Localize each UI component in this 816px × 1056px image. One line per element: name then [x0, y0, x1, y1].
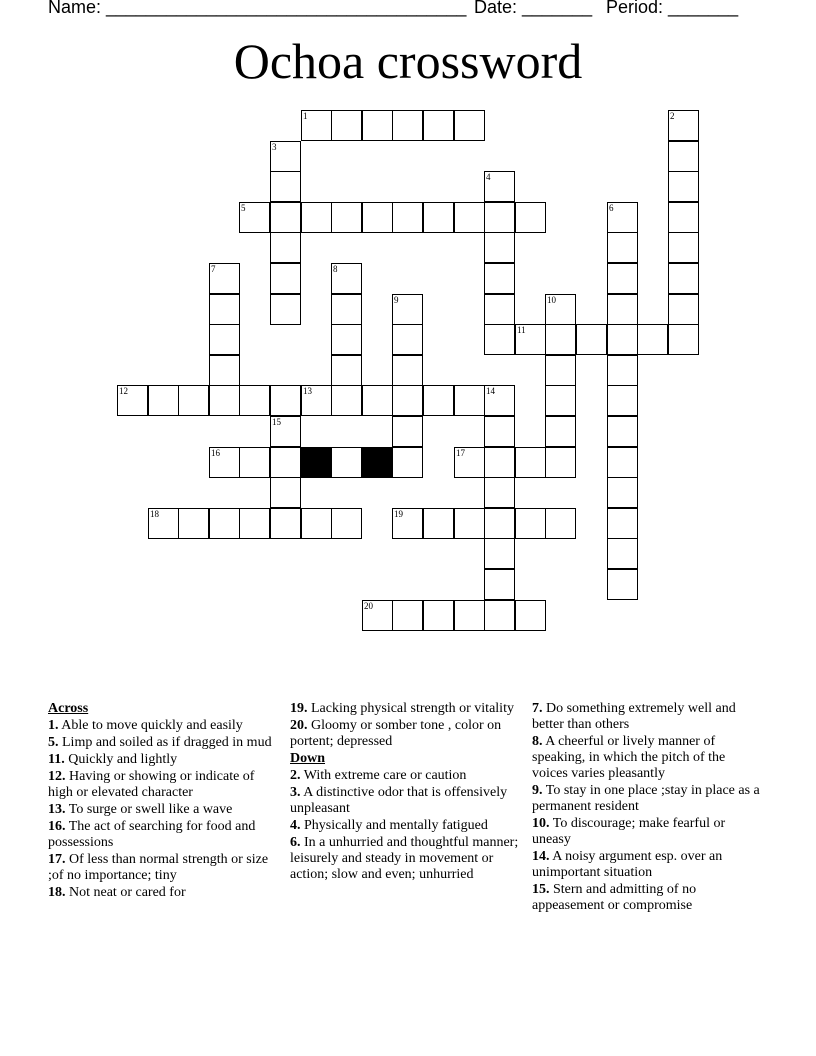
grid-cell[interactable]	[209, 508, 240, 539]
grid-cell-shaded	[362, 447, 393, 478]
grid-cell[interactable]	[270, 447, 301, 478]
clue-number-label: 6.	[290, 835, 301, 850]
clue-number: 14	[486, 386, 495, 396]
grid-cell[interactable]	[454, 202, 485, 233]
grid-cell[interactable]	[392, 385, 423, 416]
grid-cell[interactable]	[668, 263, 699, 294]
grid-cell[interactable]	[668, 232, 699, 263]
grid-cell[interactable]	[117, 385, 148, 416]
grid-cell[interactable]	[668, 171, 699, 202]
grid-cell[interactable]	[239, 447, 270, 478]
clue-text: To surge or swell like a wave	[65, 802, 233, 817]
grid-cell[interactable]	[362, 385, 393, 416]
grid-cell[interactable]	[545, 508, 576, 539]
clue-number: 6	[609, 203, 614, 213]
grid-cell-shaded	[301, 447, 332, 478]
grid-cell[interactable]	[668, 202, 699, 233]
name-field-label: Name: ____________________________________	[48, 0, 467, 17]
grid-cell[interactable]	[607, 416, 638, 447]
date-field-label: Date: _______	[474, 0, 593, 17]
clue-number: 1	[303, 111, 308, 121]
clue-item	[48, 769, 280, 801]
grid-cell[interactable]	[454, 385, 485, 416]
grid-cell[interactable]	[239, 508, 270, 539]
clue-item	[48, 852, 280, 884]
clue-text: Not neat or cared for	[65, 885, 186, 900]
grid-cell[interactable]	[301, 508, 332, 539]
clue-number-label: 9.	[532, 783, 543, 798]
grid-cell[interactable]	[362, 110, 393, 141]
clue-number: 7	[211, 264, 216, 274]
clue-text: In a unhurried and thoughtful manner; leisurely and steady in movement or action; slow and even; unhurried	[290, 835, 519, 882]
clue-number: 10	[547, 295, 556, 305]
clue-item	[532, 783, 764, 815]
clue-item	[290, 701, 522, 717]
grid-cell[interactable]	[484, 477, 515, 508]
clue-text: To stay in one place ;stay in place as a permanent resident	[532, 783, 760, 814]
grid-cell[interactable]	[331, 202, 362, 233]
grid-cell[interactable]	[484, 600, 515, 631]
grid-cell[interactable]	[607, 232, 638, 263]
clue-item	[48, 718, 280, 734]
grid-cell[interactable]	[392, 355, 423, 386]
grid-cell[interactable]	[148, 508, 179, 539]
grid-cell[interactable]	[515, 324, 546, 355]
grid-cell[interactable]	[484, 232, 515, 263]
clue-text: Do something extremely well and better than others	[532, 701, 736, 732]
clue-item	[48, 885, 280, 901]
grid-cell[interactable]	[209, 324, 240, 355]
clue-number: 4	[486, 172, 491, 182]
grid-cell[interactable]	[484, 416, 515, 447]
grid-cell[interactable]	[454, 600, 485, 631]
grid-cell[interactable]	[301, 202, 332, 233]
grid-cell[interactable]	[392, 600, 423, 631]
clue-text: Able to move quickly and easily	[58, 718, 243, 733]
clue-number: 15	[272, 417, 281, 427]
clue-number: 18	[150, 509, 159, 519]
clue-text: With extreme care or caution	[300, 768, 467, 783]
clue-item	[290, 785, 522, 817]
grid-cell[interactable]	[515, 600, 546, 631]
grid-cell[interactable]	[484, 294, 515, 325]
grid-cell[interactable]	[331, 324, 362, 355]
grid-cell[interactable]	[545, 355, 576, 386]
clue-text: Quickly and lightly	[64, 752, 178, 767]
grid-cell[interactable]	[545, 294, 576, 325]
grid-cell[interactable]	[607, 477, 638, 508]
grid-cell[interactable]	[270, 477, 301, 508]
grid-cell[interactable]	[545, 416, 576, 447]
clue-number-label: 18.	[48, 885, 66, 900]
grid-cell[interactable]	[607, 508, 638, 539]
clue-item	[532, 882, 764, 914]
grid-cell[interactable]	[270, 232, 301, 263]
grid-cell[interactable]	[484, 263, 515, 294]
grid-cell[interactable]	[209, 447, 240, 478]
grid-cell[interactable]	[668, 294, 699, 325]
clue-number-label: 15.	[532, 882, 550, 897]
grid-cell[interactable]	[484, 538, 515, 569]
grid-cell[interactable]	[362, 600, 393, 631]
clue-item	[48, 735, 280, 751]
clue-number-label: 5.	[48, 735, 59, 750]
clue-number: 11	[517, 325, 526, 335]
period-field-label: Period: _______	[606, 0, 739, 17]
clue-number: 5	[241, 203, 246, 213]
clue-text: The act of searching for food and possessions	[48, 819, 256, 850]
clue-number: 13	[303, 386, 312, 396]
grid-cell[interactable]	[209, 294, 240, 325]
grid-cell[interactable]	[607, 202, 638, 233]
clue-number-label: 19.	[290, 701, 308, 716]
grid-cell[interactable]	[607, 569, 638, 600]
clue-number-label: 11.	[48, 752, 65, 767]
grid-cell[interactable]	[515, 508, 546, 539]
grid-cell[interactable]	[668, 141, 699, 172]
grid-cell[interactable]	[484, 569, 515, 600]
grid-cell[interactable]	[423, 202, 454, 233]
clue-text: Limp and soiled as if dragged in mud	[58, 735, 272, 750]
clue-text: Of less than normal strength or size ;of no importance; tiny	[48, 852, 269, 883]
grid-cell[interactable]	[484, 385, 515, 416]
grid-cell[interactable]	[178, 508, 209, 539]
grid-cell[interactable]	[392, 416, 423, 447]
grid-cell[interactable]	[637, 324, 668, 355]
grid-cell[interactable]	[423, 508, 454, 539]
clue-item	[290, 768, 522, 784]
clue-text: To discourage; make fearful or uneasy	[532, 816, 726, 847]
grid-cell[interactable]	[331, 294, 362, 325]
grid-cell[interactable]	[331, 447, 362, 478]
clue-item	[290, 818, 522, 834]
grid-cell[interactable]	[301, 110, 332, 141]
grid-cell[interactable]	[545, 447, 576, 478]
grid-cell[interactable]	[392, 324, 423, 355]
clue-item	[290, 835, 522, 883]
clue-number-label: 17.	[48, 852, 66, 867]
clue-text: A cheerful or lively manner of speaking, in which the pitch of the voices varies pleasantly	[532, 734, 726, 781]
grid-cell[interactable]	[607, 294, 638, 325]
grid-cell[interactable]	[270, 294, 301, 325]
clue-number: 8	[333, 264, 338, 274]
grid-cell[interactable]	[454, 508, 485, 539]
clue-item	[48, 819, 280, 851]
down-heading: Down	[290, 751, 326, 766]
grid-cell[interactable]	[607, 263, 638, 294]
grid-cell[interactable]	[392, 508, 423, 539]
grid-cell[interactable]	[392, 447, 423, 478]
grid-cell[interactable]	[148, 385, 179, 416]
grid-cell[interactable]	[607, 324, 638, 355]
clue-number-label: 16.	[48, 819, 66, 834]
clue-number-label: 4.	[290, 818, 301, 833]
clue-number-label: 8.	[532, 734, 543, 749]
clue-number: 17	[456, 448, 465, 458]
grid-cell[interactable]	[545, 324, 576, 355]
clue-number-label: 20.	[290, 718, 308, 733]
clue-item	[290, 718, 522, 750]
puzzle-title: Ochoa crossword	[233, 33, 583, 89]
grid-cell[interactable]	[454, 110, 485, 141]
grid-cell[interactable]	[607, 355, 638, 386]
clue-number-label: 1.	[48, 718, 59, 733]
clue-text: A distinctive odor that is offensively unpleasant	[290, 785, 508, 816]
grid-cell[interactable]	[239, 385, 270, 416]
clue-column-3	[532, 701, 764, 915]
grid-cell[interactable]	[515, 447, 546, 478]
clue-text: A noisy argument esp. over an unimportant situation	[532, 849, 723, 880]
grid-cell[interactable]	[331, 263, 362, 294]
clue-number: 20	[364, 601, 373, 611]
clue-number-label: 2.	[290, 768, 301, 783]
grid-cell[interactable]	[239, 202, 270, 233]
grid-cell[interactable]	[209, 263, 240, 294]
clue-text: Physically and mentally fatigued	[300, 818, 488, 833]
clue-text: Having or showing or indicate of high or elevated character	[48, 769, 255, 800]
clue-column-1	[48, 701, 280, 902]
clue-item	[532, 849, 764, 881]
clue-text: Lacking physical strength or vitality	[307, 701, 514, 716]
grid-cell[interactable]	[209, 355, 240, 386]
across-heading: Across	[48, 701, 89, 716]
grid-cell[interactable]	[484, 171, 515, 202]
grid-cell[interactable]	[484, 508, 515, 539]
grid-cell[interactable]	[454, 447, 485, 478]
grid-cell[interactable]	[331, 385, 362, 416]
grid-cell[interactable]	[668, 324, 699, 355]
clue-number: 9	[394, 295, 399, 305]
grid-cell[interactable]	[270, 416, 301, 447]
grid-cell[interactable]	[331, 508, 362, 539]
grid-cell[interactable]	[331, 110, 362, 141]
grid-cell[interactable]	[392, 202, 423, 233]
grid-cell[interactable]	[392, 110, 423, 141]
clue-number-label: 13.	[48, 802, 66, 817]
clue-number-label: 14.	[532, 849, 550, 864]
grid-cell[interactable]	[270, 141, 301, 172]
clue-item	[532, 701, 764, 733]
clue-number-label: 10.	[532, 816, 550, 831]
grid-cell[interactable]	[331, 355, 362, 386]
grid-cell[interactable]	[270, 171, 301, 202]
grid-cell[interactable]	[484, 202, 515, 233]
grid-cell[interactable]	[423, 385, 454, 416]
grid-cell[interactable]	[576, 324, 607, 355]
grid-cell[interactable]	[484, 447, 515, 478]
grid-cell[interactable]	[209, 385, 240, 416]
grid-cell[interactable]	[270, 263, 301, 294]
clue-number: 2	[670, 111, 675, 121]
grid-cell[interactable]	[423, 110, 454, 141]
grid-cell[interactable]	[178, 385, 209, 416]
clue-item	[532, 816, 764, 848]
clue-column-2	[290, 701, 522, 884]
grid-cell[interactable]	[301, 385, 332, 416]
grid-cell[interactable]	[423, 600, 454, 631]
grid-cell[interactable]	[607, 385, 638, 416]
grid-cell[interactable]	[392, 294, 423, 325]
grid-cell[interactable]	[607, 447, 638, 478]
grid-cell[interactable]	[270, 508, 301, 539]
clue-text: Stern and admitting of no appeasement or compromise	[532, 882, 697, 913]
grid-cell[interactable]	[362, 202, 393, 233]
grid-cell[interactable]	[515, 202, 546, 233]
grid-cell[interactable]	[607, 538, 638, 569]
grid-cell[interactable]	[668, 110, 699, 141]
clue-item	[48, 802, 280, 818]
grid-cell[interactable]	[484, 324, 515, 355]
clue-item	[532, 734, 764, 782]
grid-cell[interactable]	[270, 202, 301, 233]
clue-number: 16	[211, 448, 220, 458]
clue-number: 19	[394, 509, 403, 519]
clue-number: 12	[119, 386, 128, 396]
grid-cell[interactable]	[270, 385, 301, 416]
clue-number: 3	[272, 142, 277, 152]
clue-text: Gloomy or somber tone , color on portent; depressed	[290, 718, 502, 749]
clue-number-label: 12.	[48, 769, 66, 784]
grid-cell[interactable]	[545, 385, 576, 416]
clue-number-label: 7.	[532, 701, 543, 716]
clue-item	[48, 752, 280, 768]
clue-number-label: 3.	[290, 785, 301, 800]
